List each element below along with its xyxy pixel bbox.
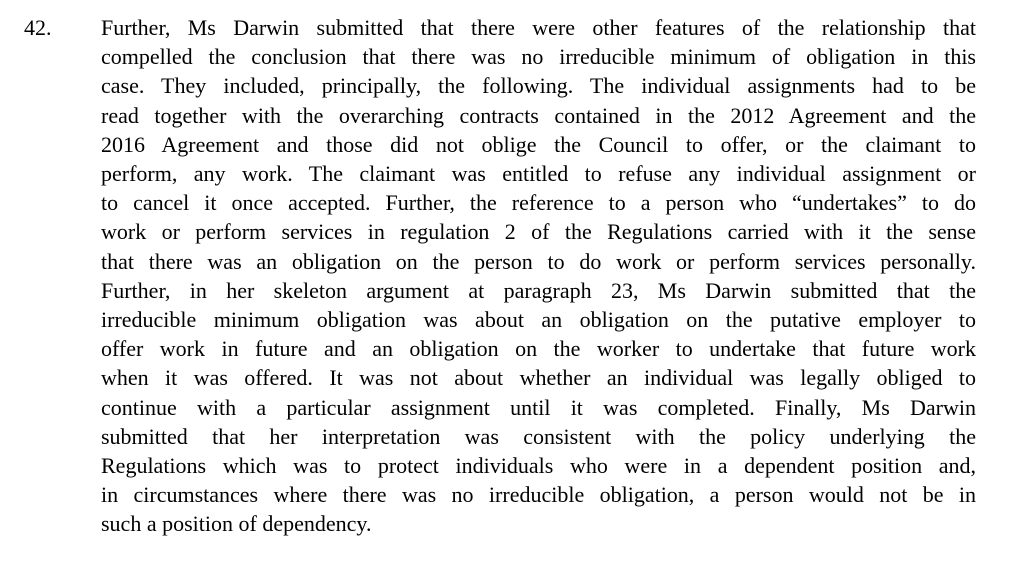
paragraph-line: Further, in her skeleton argument at paragraph 23, Ms Darwin submitted that the [101, 277, 976, 303]
paragraph-line: 2016 Agreement and those did not oblige the Council to offer, or the claimant to [101, 131, 976, 157]
paragraph-line: when it was offered. It was not about whether an individual was legally obliged to [101, 365, 976, 391]
paragraph-line: case. They included, principally, the following. The individual assignments had to be [101, 73, 976, 99]
paragraph-line: continue with a particular assignment until it was completed. Finally, Ms Darwin [101, 394, 976, 420]
paragraph-line: work or perform services in regulation 2 of the Regulations carried with it the sense [101, 219, 976, 245]
paragraph-line: submitted that her interpretation was consistent with the policy underlying the [101, 423, 976, 449]
paragraph-line: Further, Ms Darwin submitted that there were other features of the relationship that [101, 15, 976, 40]
paragraph-line: in circumstances where there was no irreducible obligation, a person would not be in [101, 482, 976, 508]
paragraph-line-last: such a position of dependency. [101, 511, 372, 537]
paragraph-line: Regulations which was to protect individuals who were in a dependent position and, [101, 453, 976, 479]
paragraph-line: perform, any work. The claimant was entitled to refuse any individual assignment or [101, 161, 976, 187]
paragraph-line: to cancel it once accepted. Further, the reference to a person who “undertakes” to do [101, 190, 976, 216]
paragraph-line: compelled the conclusion that there was no irreducible minimum of obligation in this [101, 44, 976, 70]
paragraph-line: that there was an obligation on the person to do work or perform services personally. [101, 248, 976, 274]
paragraph-body [101, 13, 976, 539]
paragraph-line: irreducible minimum obligation was about an obligation on the putative employer to [101, 307, 976, 333]
paragraph-number: 42. [24, 15, 52, 40]
paragraph-line: offer work in future and an obligation on the worker to undertake that future work [101, 336, 976, 362]
paragraph-line: read together with the overarching contracts contained in the 2012 Agreement and the [101, 102, 976, 128]
